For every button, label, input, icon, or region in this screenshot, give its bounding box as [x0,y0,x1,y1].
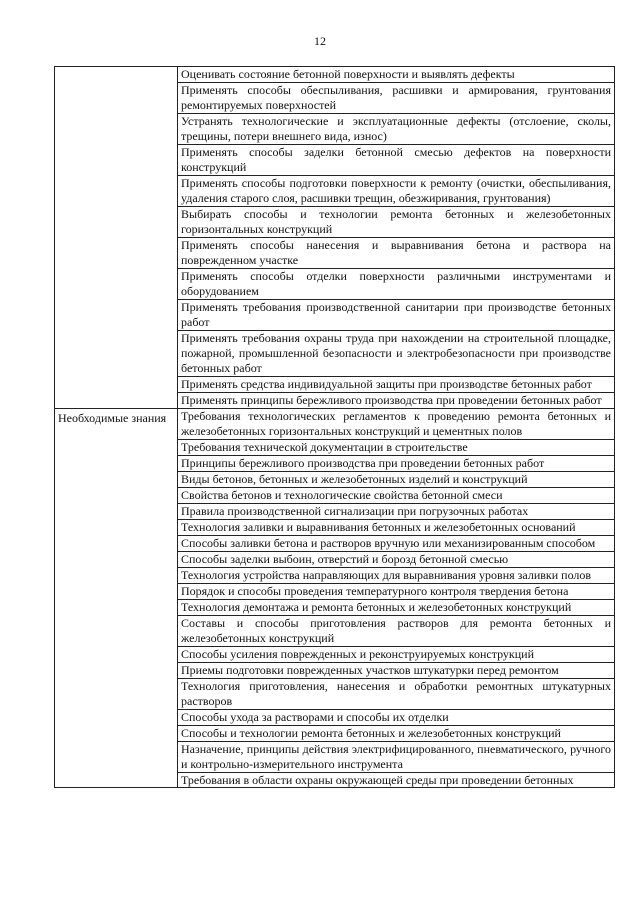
competency-table [54,66,615,788]
knowledge-item: Требования технической документации в строительстве [178,440,615,456]
skills-label-cell [55,67,178,409]
knowledge-item: Способы заливки бетона и растворов вручную или механизированным способом [178,536,615,552]
knowledge-item: Виды бетонов, бетонных и железобетонных изделий и конструкций [178,472,615,488]
knowledge-item: Требования в области охраны окружающей среды при проведении бетонных [181,773,574,787]
skill-item: Применять требования охраны труда при нахождении на строительной площадке, пожарной, промышленной безопасности и электробезопасности при производстве бетонных работ [178,331,615,377]
knowledge-item: Составы и способы приготовления растворов для ремонта бетонных и железобетонных конструкций [178,616,615,647]
knowledge-item: Способы усиления поврежденных и реконструируемых конструкций [178,647,615,663]
knowledge-item: Приемы подготовки поврежденных участков штукатурки перед ремонтом [178,663,615,679]
skill-item: Применять принципы бережливого производства при проведении бетонных работ [178,393,615,409]
knowledge-item-truncated-cell [178,773,615,788]
knowledge-item: Способы и технологии ремонта бетонных и железобетонных конструкций [178,726,615,742]
knowledge-label-cell [55,409,178,788]
knowledge-item: Технология демонтажа и ремонта бетонных и железобетонных конструкций [178,600,615,616]
skill-item: Применять способы подготовки поверхности к ремонту (очистки, обеспыливания, удаления старого слоя, расшивки трещин, обезжиривания, грунтования) [178,176,615,207]
knowledge-item: Требования технологических регламентов к проведению ремонта бетонных и железобетонных горизонтальных конструкций и цементных полов [178,409,615,440]
skill-item: Применять способы обеспыливания, расшивки и армирования, грунтования ремонтируемых поверхностей [178,83,615,114]
knowledge-item: Технология устройства направляющих для выравнивания уровня заливки полов [178,568,615,584]
skill-item: Применять способы нанесения и выравнивания бетона и раствора на поврежденном участке [178,238,615,269]
page-number: 12 [314,34,326,48]
skill-item: Оценивать состояние бетонной поверхности и выявлять дефекты [178,67,615,83]
knowledge-item: Технология приготовления, нанесения и обработки ремонтных штукатурных растворов [178,679,615,710]
table-row [55,67,615,83]
knowledge-item: Правила производственной сигнализации при погрузочных работах [178,504,615,520]
skill-item: Применять требования производственной санитарии при производстве бетонных работ [178,300,615,331]
knowledge-item: Технология заливки и выравнивания бетонных и железобетонных оснований [178,520,615,536]
skill-item: Применять способы заделки бетонной смесью дефектов на поверхности конструкций [178,145,615,176]
table-row [55,409,615,440]
knowledge-item: Назначение, принципы действия электрифицированного, пневматического, ручного и контрольно-измерительного инструмента [178,742,615,773]
knowledge-label: Необходимые знания [58,411,167,425]
skill-item: Выбирать способы и технологии ремонта бетонных и железобетонных горизонтальных конструкций [178,207,615,238]
knowledge-item: Способы заделки выбоин, отверстий и борозд бетонной смесью [178,552,615,568]
skill-item: Устранять технологические и эксплуатационные дефекты (отслоение, сколы, трещины, потери внешнего вида, износ) [178,114,615,145]
knowledge-item: Порядок и способы проведения температурного контроля твердения бетона [178,584,615,600]
knowledge-item: Принципы бережливого производства при проведении бетонных работ [178,456,615,472]
skills-label [58,67,174,69]
skill-item: Применять способы отделки поверхности различными инструментами и оборудованием [178,269,615,300]
skill-item: Применять средства индивидуальной защиты при производстве бетонных работ [178,377,615,393]
knowledge-item: Свойства бетонов и технологические свойства бетонной смеси [178,488,615,504]
knowledge-item: Способы ухода за растворами и способы их отделки [178,710,615,726]
